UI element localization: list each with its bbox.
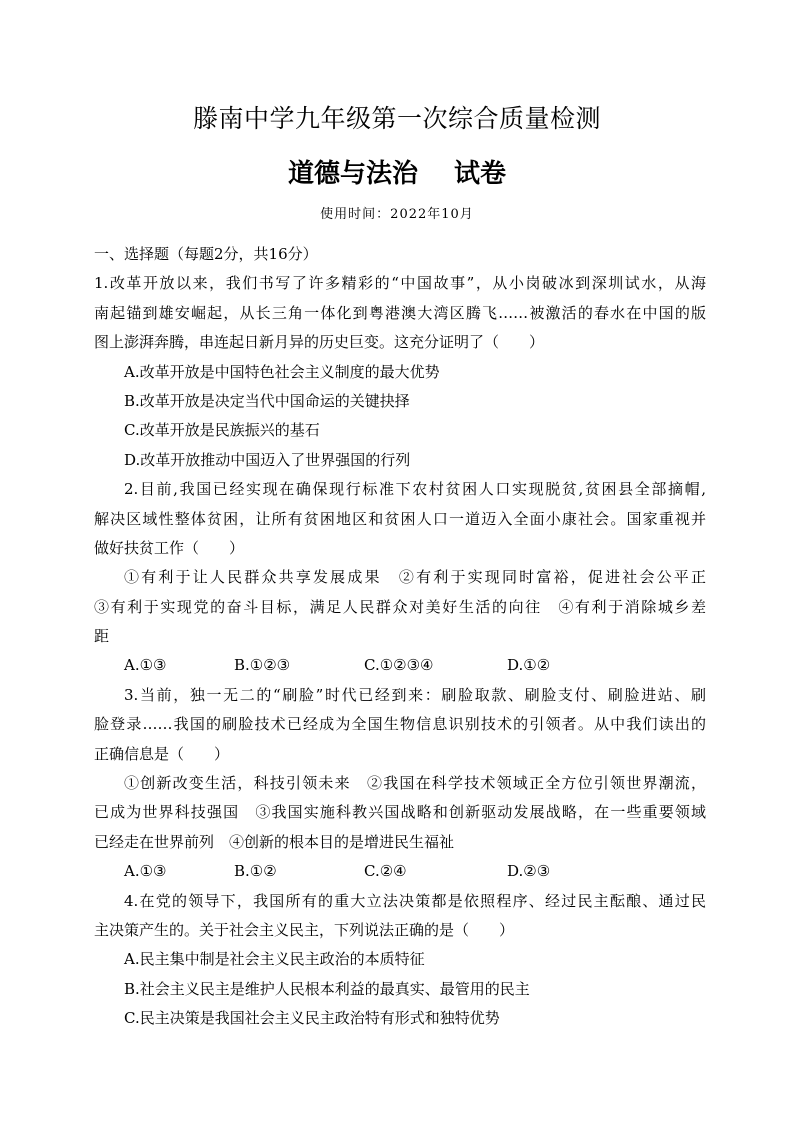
question-2-option-c: C.①②③④ (364, 656, 434, 675)
question-3-option-b: B.①② (234, 862, 277, 881)
question-1-option-d: D.改革开放推动中国迈入了世界强国的行列 (124, 450, 411, 469)
exam-subtitle (0, 156, 794, 192)
question-3-line: 脸登录……我国的刷脸技术已经成为全国生物信息识别技术的引领者。从中我们读出的 (94, 715, 706, 734)
exam-title: 滕南中学九年级第一次综合质量检测 (192, 104, 601, 133)
question-3-item-line: ①创新改变生活，科技引领未来 ②我国在科学技术领域正全方位引领世界潮流， (124, 774, 706, 793)
question-4-option-a: A.民主集中制是社会主义民主政治的本质特征 (124, 950, 425, 969)
question-3-line: 正确信息是（ ） (94, 744, 230, 763)
question-2-options (94, 651, 706, 680)
subject-name: 道德与法治 (287, 159, 418, 189)
question-3-item-line: 已经走在世界前列 ④创新的根本目的是增进民生福祉 (94, 832, 455, 851)
usage-time: 使用时间：2022年10月 (320, 207, 474, 222)
question-1-option-a: A.改革开放是中国特色社会主义制度的最大优势 (124, 362, 440, 381)
question-4-line: 4.在党的领导下，我国所有的重大立法决策都是依照程序、经过民主酝酿、通过民 (124, 891, 706, 910)
question-1-option-b: B.改革开放是决定当代中国命运的关键抉择 (124, 391, 410, 410)
question-1-line: 图上澎湃奔腾，串连起日新月异的历史巨变。这充分证明了（ ） (94, 333, 545, 352)
exam-body (94, 240, 706, 1034)
question-2-line: 2.目前,我国已经实现在确保现行标准下农村贫困人口实现脱贫,贫困县全部摘帽, (124, 480, 706, 499)
question-2-option-b: B.①②③ (234, 656, 291, 675)
question-2-option-d: D.①② (507, 656, 551, 675)
paper-label: 试卷 (454, 159, 507, 189)
question-2-item-line: ③有利于实现党的奋斗目标，满足人民群众对美好生活的向往 ④有利于消除城乡差 (94, 597, 706, 616)
question-2-option-a: A.①③ (124, 656, 167, 675)
section-heading: 一、选择题（每题2分，共16分） (94, 245, 318, 263)
question-2-item-line: ①有利于让人民群众共享发展成果 ②有利于实现同时富裕，促进社会公平正 (124, 568, 706, 587)
question-3-item-line: 已成为世界科技强国 ③我国实施科教兴国战略和创新驱动发展战略，在一些重要领域 (94, 803, 706, 822)
question-3-option-a: A.①③ (124, 862, 167, 881)
question-1-line: 南起锚到雄安崛起，从长三角一体化到粤港澳大湾区腾飞……被激活的春水在中国的版 (94, 303, 706, 322)
question-4-option-b: B.社会主义民主是维护人民根本利益的最真实、最管用的民主 (124, 979, 530, 998)
question-3-line: 3.当前，独一无二的“刷脸”时代已经到来：刷脸取款、刷脸支付、刷脸进站、刷 (124, 685, 706, 704)
question-3-option-c: C.②④ (364, 862, 407, 881)
question-2-line: 解决区域性整体贫困，让所有贫困地区和贫困人口一道迈入全面小康社会。国家重视并 (94, 509, 706, 528)
question-4-line: 主决策产生的。关于社会主义民主，下列说法正确的是（ ） (94, 920, 515, 939)
question-4-option-c: C.民主决策是我国社会主义民主政治特有形式和独特优势 (124, 1009, 500, 1028)
question-1-line: 1.改革开放以来，我们书写了许多精彩的“中国故事”，从小岗破冰到深圳试水，从海 (94, 274, 706, 293)
question-2-item-line: 距 (94, 627, 110, 646)
question-1-option-c: C.改革开放是民族振兴的基石 (124, 421, 320, 440)
question-3-option-d: D.②③ (507, 862, 551, 881)
question-3-options (94, 857, 706, 886)
question-2-line: 做好扶贫工作（ ） (94, 538, 245, 557)
